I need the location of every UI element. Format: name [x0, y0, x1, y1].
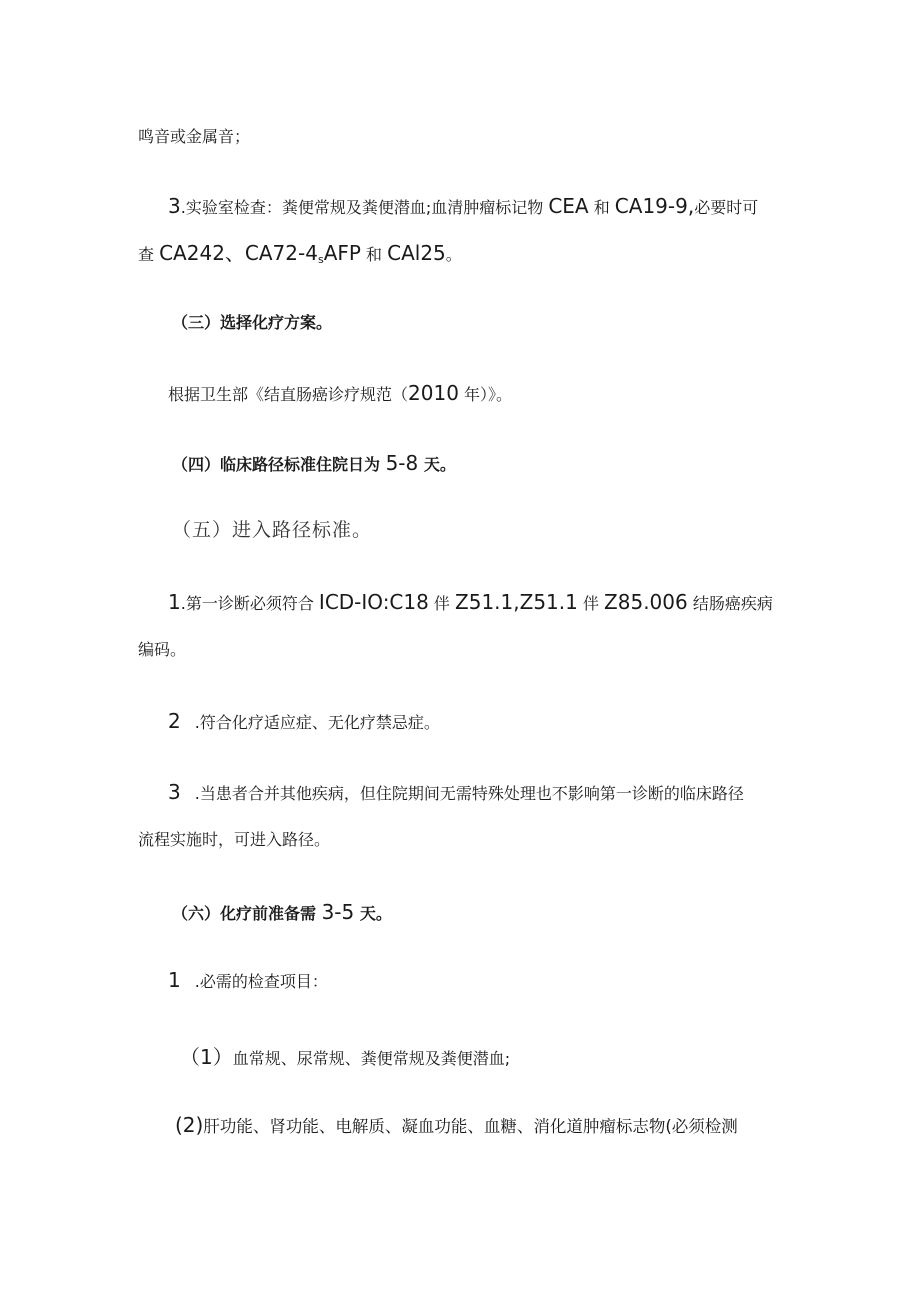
heading-text: 3-5: [321, 900, 355, 924]
text-span: （: [180, 1045, 200, 1069]
list-number: 2: [168, 709, 181, 733]
text-line-3: [138, 241, 462, 266]
text-line-14: [168, 968, 328, 992]
text-span: 结肠癌疾病: [687, 594, 773, 613]
heading-text: （五）进入路径标准。: [172, 519, 373, 541]
text-line-5: [168, 381, 512, 405]
text-span: .第一诊断必须符合: [180, 594, 319, 613]
section-heading-3: [172, 313, 332, 332]
text-line-16: [175, 1113, 738, 1137]
text-line-10: [168, 709, 440, 733]
text-span: 查: [138, 245, 160, 264]
text-span: 伴: [577, 594, 605, 613]
text-span: CA242、CA72-4: [159, 241, 318, 265]
list-number: 1: [168, 968, 181, 992]
text-line-9: [138, 640, 186, 659]
heading-text: 天。: [418, 455, 456, 474]
text-line-1: [138, 127, 250, 146]
text-line-11: [168, 780, 744, 804]
text-span: 编码。: [138, 640, 187, 659]
list-number: 1: [200, 1045, 213, 1069]
text-span: 和: [360, 245, 388, 264]
text-line-15: [180, 1045, 510, 1069]
section-heading-4: [172, 451, 456, 475]
text-line-12: [138, 830, 330, 849]
text-span: ICD-IO:C18: [318, 590, 429, 614]
text-span: 年）》。: [458, 385, 513, 404]
text-span: CA19-9,: [614, 194, 695, 218]
text-span: .实验室检查：粪便常规及粪便潜血;血清肿瘤标记物: [180, 198, 549, 217]
text-span: 2010: [408, 381, 459, 405]
text-span: 必要时可: [694, 198, 759, 217]
text-subscript: s: [317, 253, 324, 266]
heading-text: （六）化疗前准备需: [172, 904, 322, 923]
heading-text: 5-8: [385, 451, 419, 475]
text-span: 鸣音或金属音；: [138, 127, 251, 146]
text-span: 和: [588, 198, 615, 217]
list-number: 3: [168, 780, 181, 804]
text-span: 。: [445, 245, 462, 264]
text-span: CAl25: [387, 241, 446, 265]
text-span: 流程实施时，可进入路径。: [138, 830, 331, 849]
heading-text: 天。: [354, 904, 392, 923]
text-span: 肝功能、肾功能、电解质、凝血功能、血糖、消化道肿瘤标志物(必须检测: [203, 1117, 738, 1136]
text-line-2: [168, 194, 758, 218]
text-span: ）: [212, 1045, 233, 1069]
text-line-8: [168, 590, 773, 614]
text-span: Z51.1,Z51.1: [455, 590, 578, 614]
text-span: AFP: [323, 241, 361, 265]
text-span: Z85.006: [604, 590, 688, 614]
text-span: 血常规、尿常规、粪便常规及粪便潜血;: [232, 1049, 511, 1068]
section-heading-5: [172, 519, 372, 542]
text-span: 根据卫生部《结直肠癌诊疗规范（: [168, 385, 409, 404]
text-span: .当患者合并其他疾病，但住院期间无需特殊处理也不影响第一诊断的临床路径: [194, 784, 744, 803]
text-span: .符合化疗适应症、无化疗禁忌症。: [194, 713, 440, 732]
section-heading-6: [172, 900, 392, 924]
heading-text: （四）临床路径标准住院日为: [172, 455, 386, 474]
list-number: (2): [175, 1113, 204, 1137]
text-span: 伴: [428, 594, 456, 613]
heading-text: （三）选择化疗方案。: [172, 313, 333, 332]
text-span: CEA: [548, 194, 589, 218]
list-number: 3: [168, 194, 181, 218]
list-number: 1: [168, 590, 181, 614]
text-span: .必需的检查项目：: [194, 972, 328, 991]
